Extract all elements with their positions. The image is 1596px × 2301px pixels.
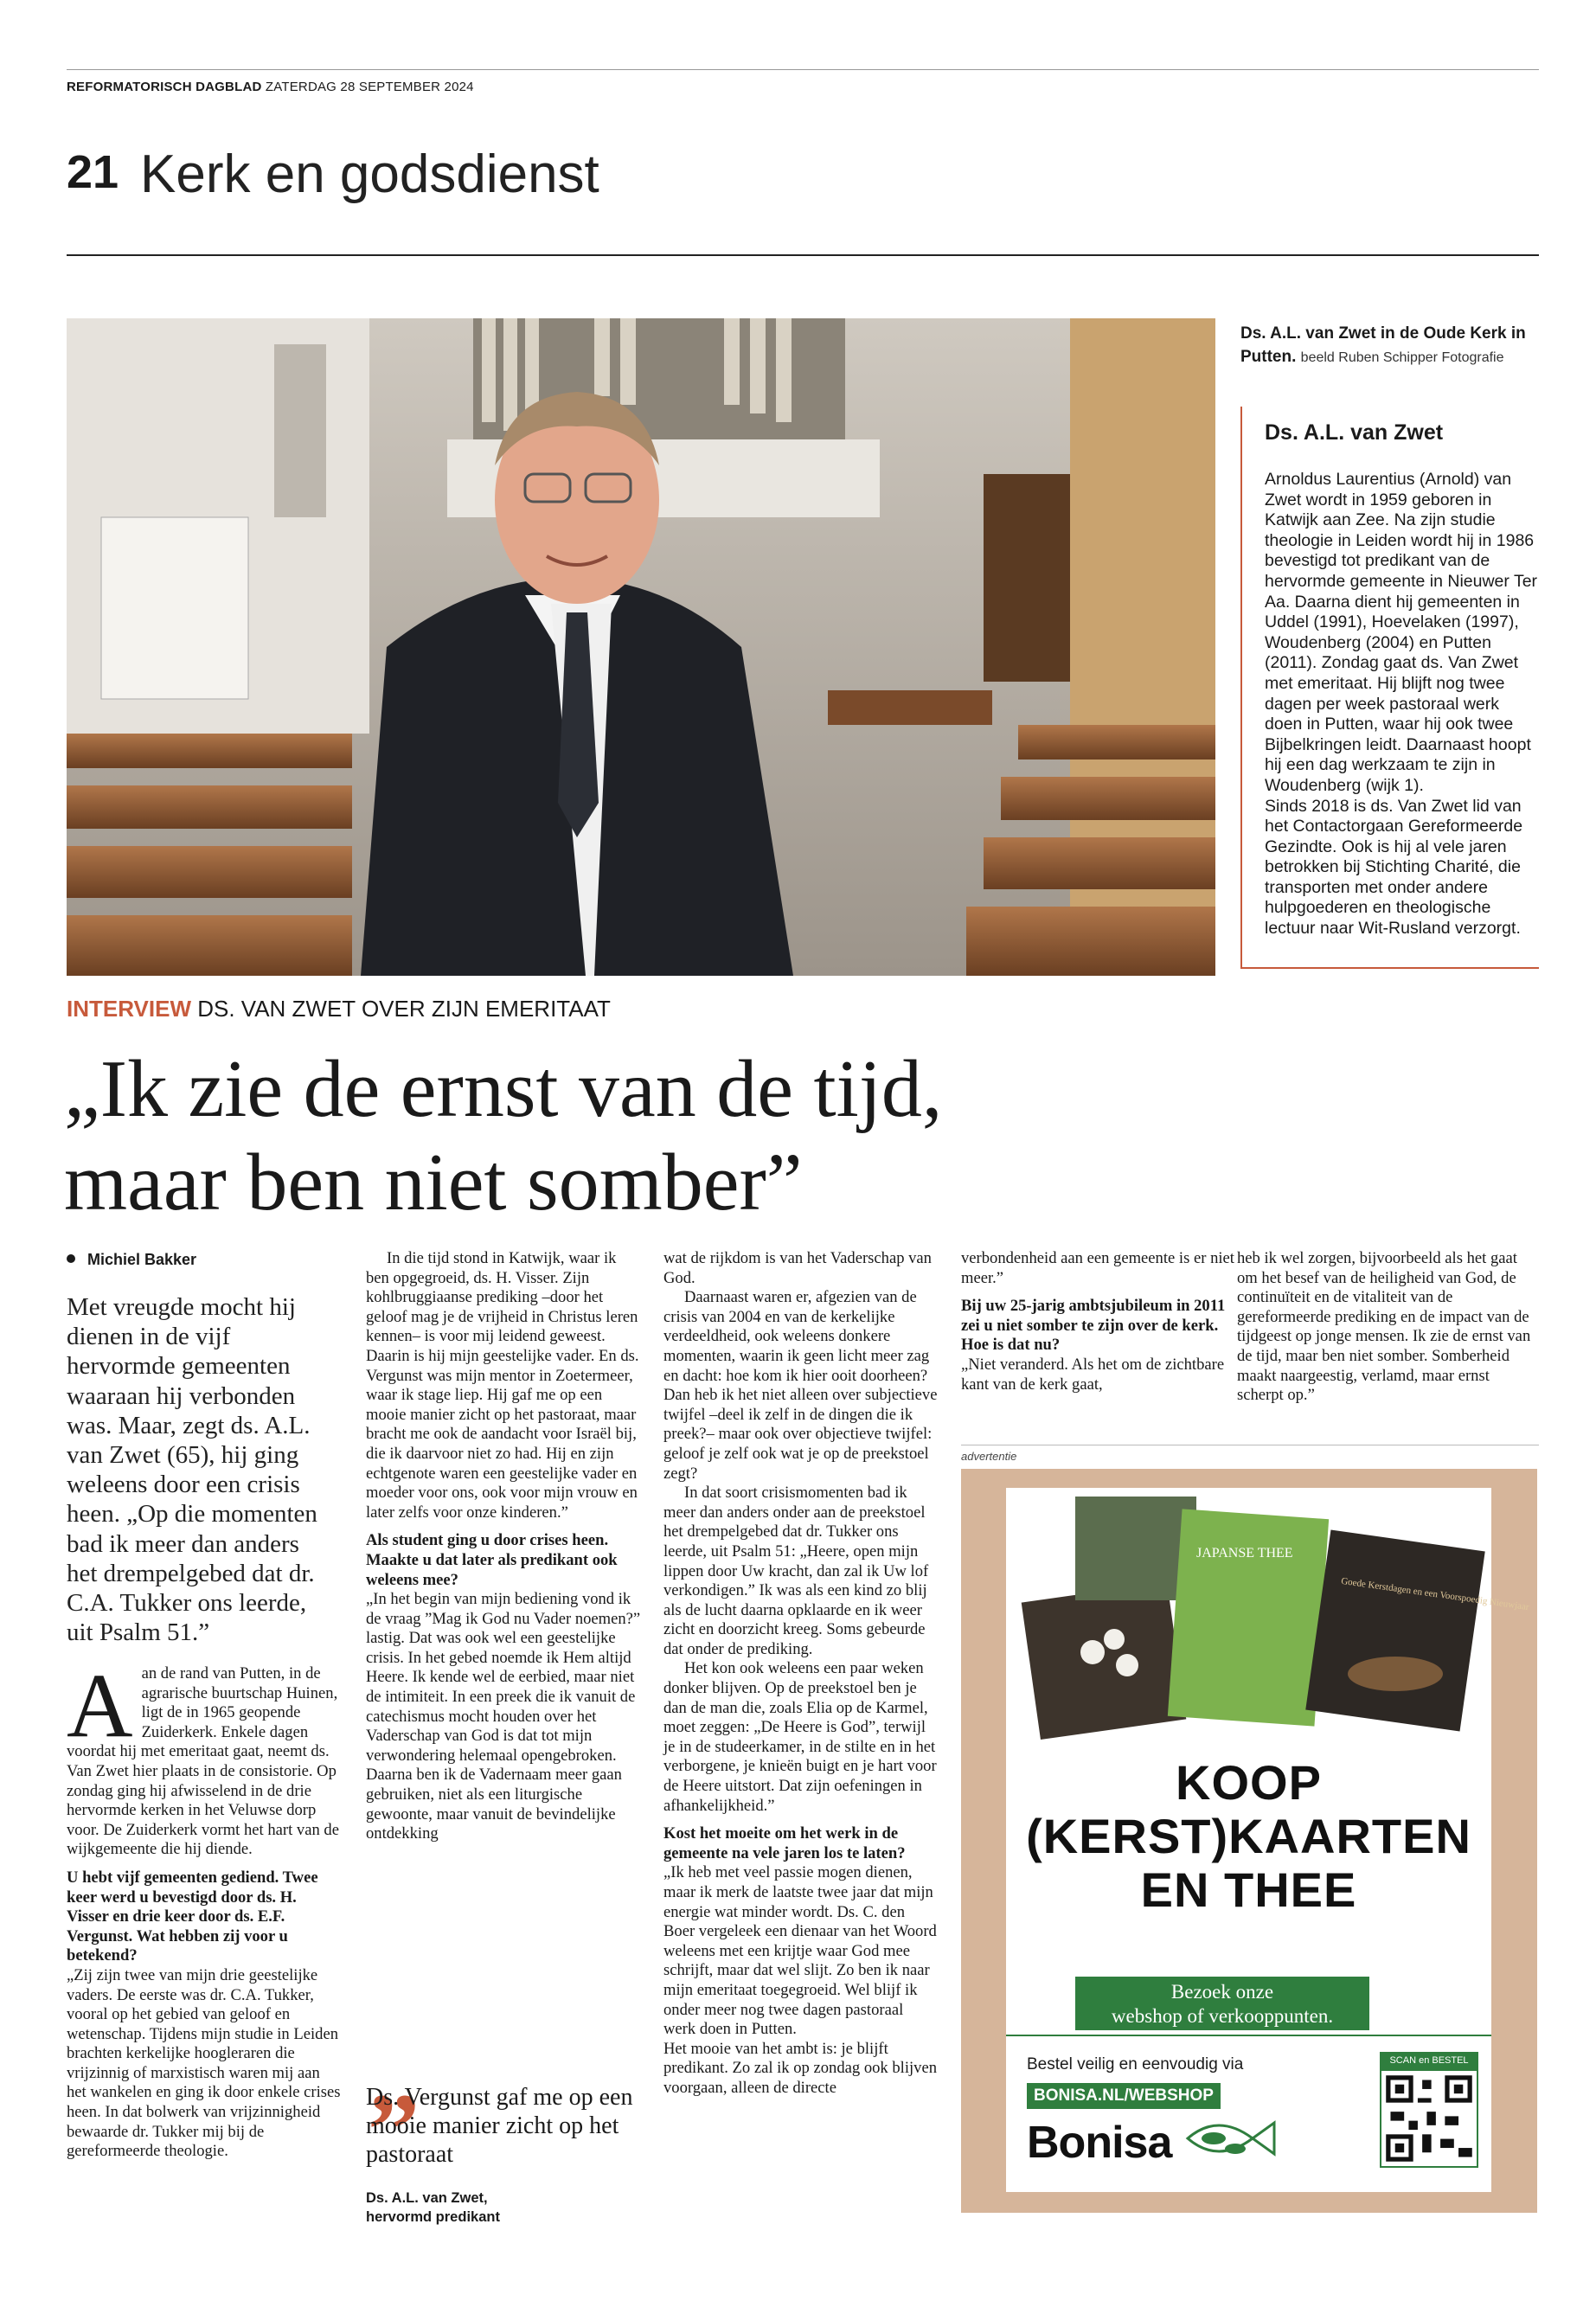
paragraph: „Ik heb met veel passie mogen dienen, maar ik merk de laatste twee jaar dat mijn energie wat minder wordt. Ds. C. den Boer vergeleek een dienaar van het Woord weleens met een krijtje waar God mee schrijft, maar dat wel slijt. Zo ben ik naar mijn emeritaat toegegroeid. Wel blijf ik onder meer nog twee dagen pastoraal werk doen in Putten. (663, 1863, 937, 2039)
paragraph: „Niet veranderd. Als het om de zichtbare kant van de kerk gaat, (961, 1355, 1225, 1394)
article-column-3 (663, 1249, 939, 2099)
interview-question: Kost het moeite om het werk in de gemeente na vele jaren los te laten? (663, 1824, 906, 1862)
advert-order-text: Bestel veilig en eenvoudig via (1027, 2055, 1244, 2073)
paragraph: verbondenheid aan een gemeente is er niet meer.” (961, 1249, 1234, 1287)
headline-line: maar ben niet somber” (64, 1138, 803, 1227)
qr-code-icon (1381, 2071, 1477, 2166)
paragraph: In dat soort crisismomenten bad ik meer dan anders onder aan de preekstoel het drempelgebed dat dr. Tukker ons leerde, uit Psalm 51: „Heere, open mijn lippen door Uw kracht, dan zal ik Uw lof verkondigen.” Ik was als een kind zo blij als de lucht daarna opklaarde en ik weer zicht en doorzicht kreeg. Soms gebeurde dat onder de prediking. (663, 1484, 929, 1658)
advert-title (1006, 1756, 1491, 1917)
advert-cta-button[interactable] (1075, 1977, 1369, 2030)
headline-line: „Ik zie de ernst van de tijd, (64, 1044, 943, 1134)
brand-logo: Bonisa (1027, 2118, 1172, 2168)
headline (64, 1042, 1448, 1229)
article-column-2 (366, 1249, 641, 1844)
card-label: Goede Kerstdagen en een Voorspoedig Nieuwjaar (1340, 1575, 1530, 1613)
masthead (67, 80, 474, 94)
kicker-tag: INTERVIEW (67, 996, 191, 1022)
paragraph: „In het begin van mijn bediening vond ik de vraag ”Mag ik God nu Vader noemen?” lastig. Dat was ook wel een geestelijke crisis. In het gebed noemde ik Hem altijd Heere. Ik kende wel de eerbied, maar niet de intimiteit. In een preek die ik vanuit de catechismus mocht houden over het Vaderschap van God is dat tot mijn verwondering helemaal opengebroken. Daarna ben ik de Vadernaam meer gaan gebruiken, niet als een liturgische gewoonte, maar vanuit de bevindelijke ontdekking (366, 1590, 641, 1843)
advert-label: advertentie (961, 1450, 1017, 1463)
bio-body (1265, 470, 1540, 939)
bio-title: Ds. A.L. van Zwet (1265, 420, 1444, 445)
interview-question: U hebt vijf gemeenten gediend. Twee keer werd u bevestigd door ds. H. Visser en drie keer door ds. E.F. Vergunst. Wat hebben zij voor u betekend? (67, 1868, 318, 1965)
article-column-4 (961, 1249, 1236, 1394)
advert-title-line: EN THEE (1140, 1862, 1357, 1917)
paragraph: Daarnaast waren er, afgezien van de crisis van 2004 en van de kerkelijke verdeeldheid, ook weleens donkere momenten, waarin ik geen licht meer zag en dacht: hoe kom ik hier ooit doorheen? Dan heb ik het niet alleen over subjectieve twijfel –deel ik zelf in de dingen die ik preek?– maar ook over objectieve twijfel: geloof je zelf ook wat je op de preekstoel zegt? (663, 1288, 938, 1483)
portrait-photo (67, 318, 1215, 976)
advert-panel (1006, 1488, 1530, 2192)
masthead-date: ZATERDAG 28 SEPTEMBER 2024 (265, 80, 474, 94)
paragraph: heb ik wel zorgen, bijvoorbeeld als het gaat om het besef van de heiligheid van God, de continuïteit en de vitaliteit van de gereformeerde prediking en de impact van de tijdgeest op jonge mensen. Ik zie de ernst van de tijd, maar ben niet somber. Somberheid maakt naargeestig, verlamd, maar ernst scherpt op.” (1237, 1249, 1531, 1405)
article-column-5 (1237, 1249, 1531, 1406)
fish-logo-icon (1179, 2104, 1283, 2173)
photo-credit: beeld Ruben Schipper Fotografie (1300, 350, 1504, 365)
advert-url-link[interactable]: BONISA.NL/WEBSHOP (1027, 2083, 1221, 2109)
tea-box-label: JAPANSE THEE (1196, 1546, 1293, 1561)
qr-code[interactable] (1380, 2069, 1478, 2168)
bio-box (1240, 407, 1539, 969)
quote-author: Ds. A.L. van Zwet, (366, 2190, 488, 2206)
kicker-text: DS. VAN ZWET OVER ZIJN EMERITAAT (197, 996, 611, 1022)
photo-caption (1240, 322, 1539, 369)
byline (67, 1251, 196, 1269)
advert-title-line: KOOP (1176, 1755, 1322, 1810)
lead-paragraph: Met vreugde mocht hij dienen in de vijf hervormde gemeenten waaraan hij verbonden was. Maar, zegt ds. A.L. van Zwet (65), hij ging weleens door een crisis heen. „Op die momenten bad ik meer dan anders het drempelgebed dat dr. C.A. Tukker ons leerde, uit Psalm 51.” (67, 1293, 317, 1647)
section-title: Kerk en godsdienst (140, 144, 599, 204)
advert-products-illustration (1006, 1488, 1530, 1747)
advert-divider (1006, 2035, 1491, 2036)
paragraph: „Zij zijn twee van mijn drie geestelijke vaders. De eerste was dr. C.A. Tukker, vooral op het gebied van geloof en wetenschap. Tijdens mijn studie in Leiden brachten kerkelijke hoogleraren die vrijzinnig of marxistisch waren mij aan het wankelen en ging ik door enkele crises heen. In dat bolwerk van vrijzinnigheid bewaarde dr. Tukker mij bij de gereformeerde theologie. (67, 1965, 341, 2161)
advert-title-line: (KERST)KAARTEN (1026, 1809, 1471, 1863)
author-name: Michiel Bakker (87, 1251, 197, 1268)
interview-question: Bij uw 25-jarig ambtsjubileum in 2011 zei u niet somber te zijn over de kerk. Hoe is dat nu? (961, 1297, 1226, 1355)
paragraph: In die tijd stond in Katwijk, waar ik ben opgegroeid, ds. H. Visser. Zijn kohlbruggiaanse prediking –door het geloof mag je de vrijheid in Christus leren kennen– is voor mij leidend geweest. Daarin is hij mijn geestelijke vader. En ds. Vergunst was mijn mentor in Zoetermeer, waar ik stage liep. Hij gaf me op een mooie manier zicht op het pastoraat, maar bracht me ook de aandacht voor Israël bij, die ik daarvoor niet zo had. Hij en zijn echtgenote waren een geestelijke vader en moeder voor ons, ook voor mijn vrouw en later zelfs voor onze kinderen.” (366, 1249, 639, 1522)
drop-cap: A (67, 1655, 133, 1756)
caption-text: Ds. A.L. van Zwet in de Oude Kerk in Putten. (1240, 324, 1526, 366)
paragraph: Het kon ook weleens een paar weken donker blijven. Op de preekstoel ben je dan de man die, zoals Elia op de Karmel, moet zeggen: „De Heere is God”, terwijl je in de studeerkamer, in de stilte en in het verborgene, je knieën buigt en je hart voor de Heere uitstort. Dat zijn oefeningen in afhankelijkheid.” (663, 1659, 937, 1815)
cta-line: webshop of verkooppunten. (1111, 2005, 1334, 2027)
page-number: 21 (67, 146, 119, 198)
bullet-icon (67, 1254, 75, 1263)
pull-quote: Ds. Vergunst gaf me op een mooie manier zicht op het pastoraat (366, 2084, 633, 2168)
quote-role: hervormd predikant (366, 2209, 500, 2225)
interview-question: Als student ging u door crises heen. Maakte u dat later als predikant ook weleens mee? (366, 1531, 618, 1589)
quote-attribution (366, 2189, 500, 2227)
section-rule (67, 254, 1539, 256)
paragraph: an de rand van Putten, in de agrarische buurtschap Huinen, ligt de in 1965 geopende Zuiderkerk. Enkele dagen voordat hij met emeritaat gaat, neemt ds. Van Zwet hier plaats in de consistorie. Op zondag ging hij afwisselend in de drie hervormde kerken in het Veluwse dorp voor. De Zuiderkerk vormt het hart van de wijkgemeente die hij diende. (67, 1664, 339, 1859)
paragraph: Het mooie van het ambt is: je blijft predikant. Zo zal ik op zondag ook blijven voorgaan, alleen de directe (663, 2039, 938, 2097)
church-interior-illustration (67, 318, 1215, 976)
masthead-paper: REFORMATORISCH DAGBLAD (67, 80, 262, 94)
quote-mark-icon: „ (369, 2018, 420, 2133)
kicker (67, 996, 611, 1022)
article-column-1 (67, 1655, 342, 2162)
top-rule (67, 69, 1539, 70)
bio-paragraph: Sinds 2018 is ds. Van Zwet lid van het Contactorgaan Gereformeerde Gezindte. Ook is hij al vele jaren betrokken bij Stichting Charité, die transporten met onder andere hulpgoederen en theologische lectuur naar Wit-Rusland verzorgt. (1265, 796, 1523, 939)
bio-paragraph: Arnoldus Laurentius (Arnold) van Zwet wordt in 1959 geboren in Katwijk aan Zee. Na zijn studie theologie in Leiden wordt hij in 1986 bevestigd tot predikant van de hervormde gemeente in Nieuwer Ter Aa. Daarna dient hij gemeenten in Uddel (1991), Hoevelaken (1997), Woudenberg (2004) en Putten (2011). Zondag gaat ds. Van Zwet met emeritaat. Hij blijft nog twee dagen per week pastoraal werk doen in Putten, waar hij ook twee Bijbelkringen leidt. Daarnaast hoopt hij een dag werkzaam te zijn in Woudenberg (wijk 1). (1265, 470, 1538, 795)
advertisement[interactable] (961, 1469, 1537, 2213)
cta-line: Bezoek onze (1170, 1981, 1274, 2003)
paragraph: wat de rijkdom is van het Vaderschap van God. (663, 1249, 932, 1287)
scan-label: SCAN en BESTEL (1380, 2052, 1478, 2069)
